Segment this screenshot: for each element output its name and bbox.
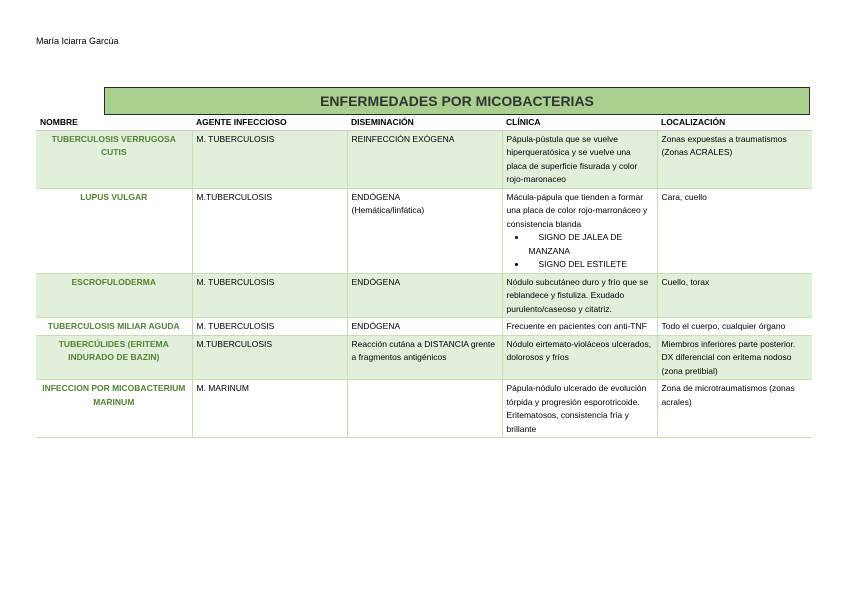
cell-agente: M. TUBERCULOSIS bbox=[192, 318, 347, 336]
table-row bbox=[36, 318, 812, 336]
cell-diseminacion: Reacción cutána a DISTANCIA grente a fragmentos antigénicos bbox=[347, 335, 502, 380]
cell-clinica: Frecuente en pacientes con anti-TNF bbox=[502, 318, 657, 336]
list-item: • SIGNO DEL ESTILETE bbox=[527, 258, 653, 272]
cell-diseminacion bbox=[347, 380, 502, 438]
cell-clinica: Pápula-pústula que se vuelve hiperqueratósica y se vuelve una placa de superficie fisurada y color rojo-maronaceo bbox=[502, 130, 657, 188]
cell-diseminacion: REINFECCIÓN EXÓGENA bbox=[347, 130, 502, 188]
cell-agente: M.TUBERCULOSIS bbox=[192, 188, 347, 273]
cell-diseminacion: ENDÓGENA bbox=[347, 318, 502, 336]
table-row bbox=[36, 335, 812, 380]
cell-localizacion: Zonas expuestas a traumatismos (Zonas ACRALES) bbox=[657, 130, 812, 188]
cell-clinica: Nódulo subcutáneo duro y frío que se reblandece y fistuliza. Exudado purulento/caseoso y citatriz. bbox=[502, 273, 657, 318]
diseminacion-line: ENDÓGENA bbox=[351, 191, 401, 202]
table-row bbox=[36, 273, 812, 318]
cell-localizacion: Todo el cuerpo, cualquier órgano bbox=[657, 318, 812, 336]
cell-localizacion: Miembros inferiores parte posterior. DX diferencial con eritema nodoso (zona pretibial) bbox=[657, 335, 812, 380]
cell-nombre: ESCROFULODERMA bbox=[36, 273, 192, 318]
author-name: María Iciarra Garcúa bbox=[36, 36, 119, 46]
table-title: ENFERMEDADES POR MICOBACTERIAS bbox=[320, 93, 594, 109]
clinica-text: Mácula-pápula que tienden a formar una placa de color rojo-marronáceo y consistencia blanda bbox=[506, 191, 648, 229]
cell-nombre: INFECCION POR MICOBACTERIUM MARINUM bbox=[36, 380, 192, 438]
cell-clinica: Nódulo eirtemato-violáceos ulcerados, dolorosos y fríos bbox=[502, 335, 657, 380]
clinica-bullet-list bbox=[507, 231, 653, 272]
header-nombre: NOMBRE bbox=[36, 116, 192, 130]
cell-localizacion: Cara, cuello bbox=[657, 188, 812, 273]
header-diseminacion: DISEMINACIÓN bbox=[347, 116, 502, 130]
cell-nombre: LUPUS VULGAR bbox=[36, 188, 192, 273]
table-row bbox=[36, 130, 812, 188]
cell-agente: M.TUBERCULOSIS bbox=[192, 335, 347, 380]
header-clinica: CLÍNICA bbox=[502, 116, 657, 130]
cell-agente: M. MARINUM bbox=[192, 380, 347, 438]
cell-localizacion: Cuello, torax bbox=[657, 273, 812, 318]
cell-localizacion: Zona de microtraumatismos (zonas acrales) bbox=[657, 380, 812, 438]
micobacterias-table bbox=[36, 116, 812, 438]
cell-diseminacion bbox=[347, 188, 502, 273]
table-row bbox=[36, 188, 812, 273]
header-row bbox=[36, 116, 812, 130]
cell-nombre: TUBERCÚLIDES (ERITEMA INDURADO DE BAZIN) bbox=[36, 335, 192, 380]
cell-agente: M. TUBERCULOSIS bbox=[192, 273, 347, 318]
header-agente: AGENTE INFECCIOSO bbox=[192, 116, 347, 130]
cell-nombre: TUBERCULOSIS VERRUGOSA CUTIS bbox=[36, 130, 192, 188]
cell-agente: M. TUBERCULOSIS bbox=[192, 130, 347, 188]
cell-clinica: Pápula-nódulo ulcerado de evolución tórpida y progresión esporotricoide. Eritematosos, consistencia fría y brillante bbox=[502, 380, 657, 438]
table-row bbox=[36, 380, 812, 438]
list-item: • SIGNO DE JALEA DE MANZANA bbox=[527, 231, 653, 258]
cell-diseminacion: ENDÓGENA bbox=[347, 273, 502, 318]
cell-clinica bbox=[502, 188, 657, 273]
header-localizacion: LOCALIZACIÓN bbox=[657, 116, 812, 130]
table-title-banner bbox=[104, 87, 810, 115]
diseminacion-line: (Hemática/linfática) bbox=[351, 205, 425, 215]
cell-nombre: TUBERCULOSIS MILIAR AGUDA bbox=[36, 318, 192, 336]
